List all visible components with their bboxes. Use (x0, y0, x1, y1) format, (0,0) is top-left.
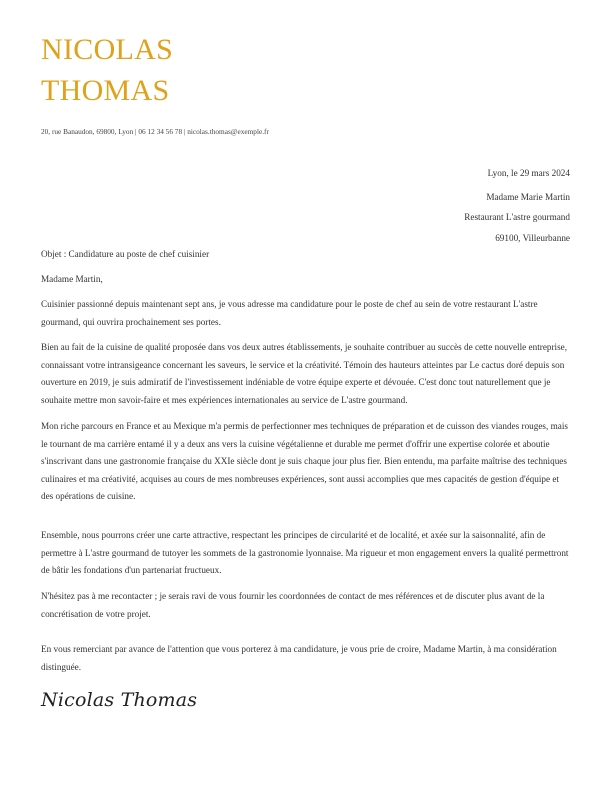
recipient-company: Restaurant L'astre gourmand (464, 212, 570, 222)
recipient-address: 69100, Villeurbanne (495, 232, 570, 243)
signature: Nicolas Thomas (41, 689, 198, 711)
letter-subject: Objet : Candidature au poste de chef cuisinier (41, 249, 210, 259)
letter-salutation: Madame Martin, (41, 274, 103, 284)
letter-paragraph-4: Ensemble, nous pourrons créer une carte attractive, respectant les principes de circularité et de localité, et axée sur la saisonnalité, afin de permettre à L'astre gourmand de tutoyer les sommets de la gastronomie lyonnaise. Ma rigueur et mon engagement envers la qualité permettront de bâtir les fondations d'un partenariat fructueux. (41, 530, 569, 576)
date-place: Lyon, le 29 mars 2024 (487, 168, 570, 178)
letter-closing: En vous remerciant par avance de l'attention que vous porterez à ma candidature, je vous prie de croire, Madame Martin, à ma considération distinguée. (41, 644, 557, 672)
recipient-block (464, 163, 570, 248)
letter-paragraph-3: Mon riche parcours en France et au Mexique m'a permis de perfectionner mes techniques de préparation et de cuisson des viandes rouges, mais le tournant de ma carrière entamé il y a deux ans vers la cuisine végétalienne et durable me permet d'offrir une expertise colorée et aboutie s'inscrivant dans une gastronomie française du XXIe siècle dont je suis chaque jour plus fier. Bien entendu, ma parfaite maîtrise des techniques culinaires et ma créativité, acquises au cours de mes nombreuses expériences, sont aussi accomplies que mes capacités de gestion d'équipe et des opérations de cuisine. (41, 421, 568, 502)
contact-line: 20, rue Banaudon, 69800, Lyon | 06 12 34 56 78 | nicolas.thomas@exemple.fr (41, 127, 269, 136)
recipient-name: Madame Marie Martin (486, 191, 570, 202)
applicant-name (41, 29, 173, 111)
first-name: NICOLAS (41, 33, 174, 66)
letter-paragraph-2: Bien au fait de la cuisine de qualité proposée dans vos deux autres établissements, je souhaite contribuer au succès de cette nouvelle entreprise, connaissant votre intransigeance concernant les saveurs, le service et la créativité. Témoin des hauteurs atteintes par Le cactus doré depuis son ouverture en 2019, je suis admiratif de l'investissement indéniable de votre équipe experte et dévouée. C'est donc tout naturellement que je souhaite mettre mon savoir-faire et mes expériences internationales au service de L'astre gourmand. (41, 342, 568, 405)
last-name: THOMAS (41, 74, 170, 107)
letter-paragraph-1: Cuisinier passionné depuis maintenant sept ans, je vous adresse ma candidature pour le poste de chef au sein de votre restaurant L'astre gourmand, qui ouvrira prochainement ses portes. (41, 299, 538, 327)
letter-paragraph-5: N'hésitez pas à me recontacter ; je serais ravi de vous fournir les coordonnées de contact de mes références et de discuter plus avant de la concrétisation de votre projet. (41, 591, 545, 619)
